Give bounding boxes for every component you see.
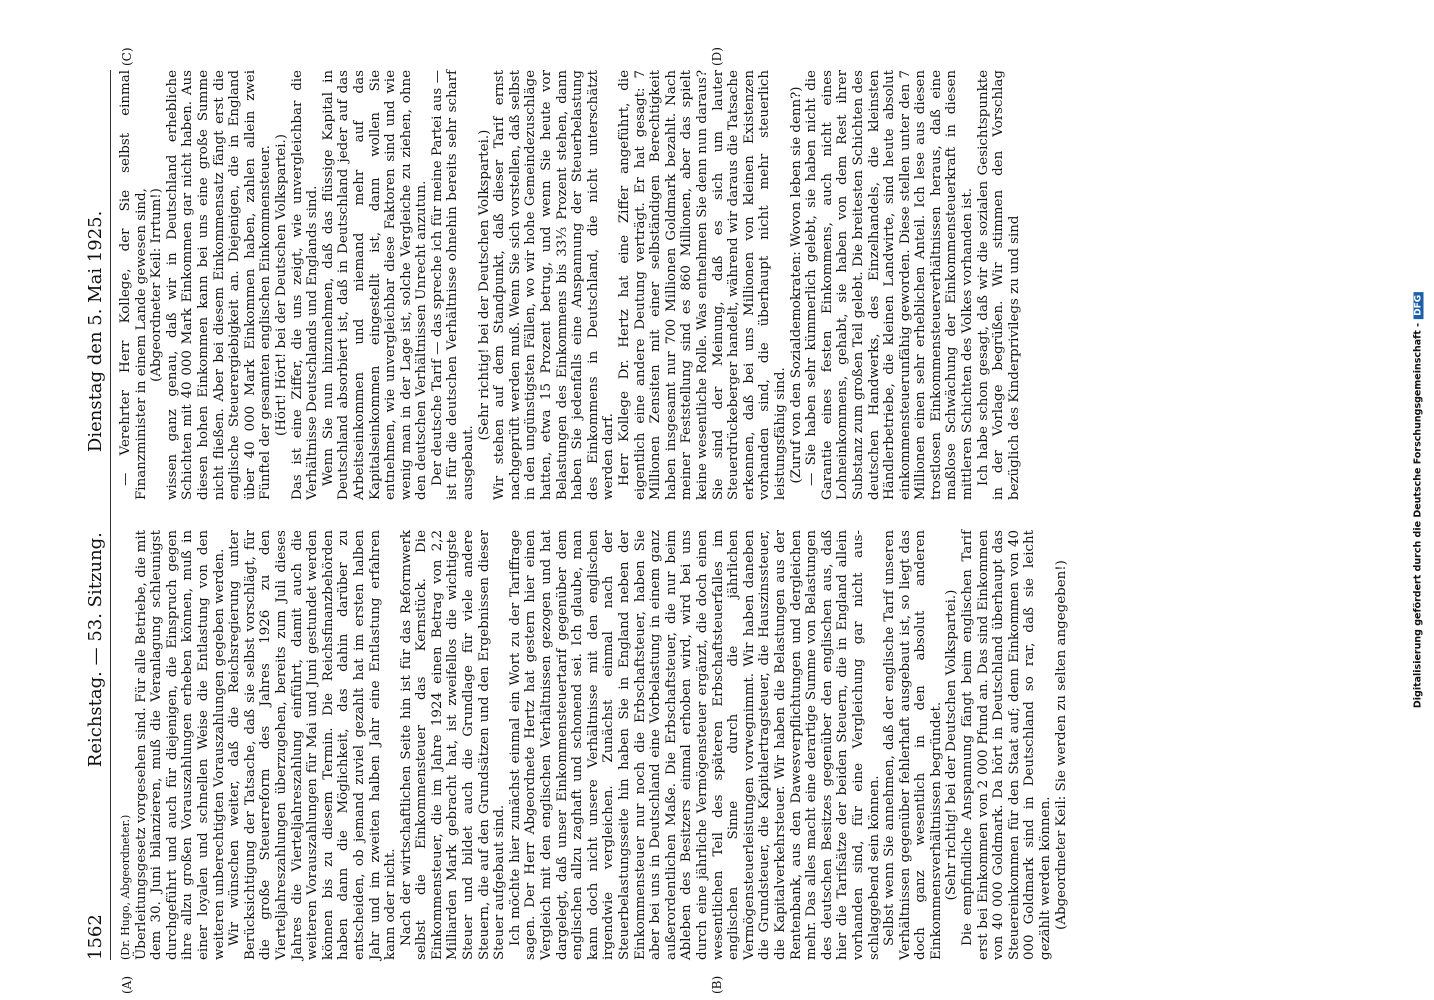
dfg-logo: DFG bbox=[1414, 292, 1424, 319]
margin-mark-a: (A) bbox=[120, 975, 134, 994]
header-rule bbox=[110, 70, 111, 960]
paragraph: Ich habe schon gesagt, daß wir die sozialen Gesichtspunkte in der Vorlage begrüßen. Wir stimmen den Vorschlag bezüglich des Kinderprivilegs zu und sind bbox=[975, 70, 1022, 500]
paragraph: wissen ganz genau, daß wir in Deutschland erhebliche Schichten mit 40 000 Mark Einkommen gar nicht haben. Aus diesen hohen Einkommen kann bei uns eine große Summe nicht fließen. Aber bei diesem Einkommensatz fängt erst die englische Steuerergiebigkeit an. Diejenigen, die in England über 40 000 Mark Einkommen haben, zahlen allein zwei Fünftel der gesamten englischen Einkommensteuer. bbox=[164, 70, 274, 500]
margin-mark-b: (B) bbox=[710, 975, 724, 994]
dfg-credit bbox=[1413, 292, 1424, 708]
paragraph: — Verehrter Herr Kollege, der Sie selbst einmal Finanzminister in einem Lande gewesen sind, bbox=[118, 70, 149, 500]
paragraph: Selbst wenn Sie annehmen, daß der englische Tarif unseren Verhältnissen gegenüber fehlerhaft ausgebaut ist, so liegt das doch ganz wesentlich in den absolut anderen Einkommensverhältnissen begründet. bbox=[882, 530, 944, 960]
paragraph: Überleitungsgesetz vorgesehen sind. Für alle Betriebe, die mit dem 30. Juni bilanzieren, muß die Veranlagung schleunigst durchgeführt und auch für diejenigen, die Einspruch gegen ihre allzu großen Vorauszahlungen erheben können, muß in einer loyalen und schnellen Weise die Entlastung von den weiteren unberechtigten Vorauszahlungen gegeben werden. bbox=[133, 530, 227, 960]
interjection: (Abgeordneter Keil: Sie werden zu selten angegeben!) bbox=[1053, 560, 1069, 930]
page-number: 1562 bbox=[85, 914, 106, 960]
paragraph: Nach der wirtschaftlichen Seite hin ist für das Reformwerk selbst die Einkommensteuer das Kernstück. Die Einkommensteuer, die im Jahre 1924 einen Betrag von 2,2 Milliarden Mark gebracht hat, ist zweifellos die wichtigste Steuer und bildet auch die Grundlage für viele andere Steuern, die auf den Grundsätzen und den Ergebnissen dieser Steuer aufgebaut sind. bbox=[398, 530, 508, 960]
interjection: (Abgeordneter Keil: Irrtum!) bbox=[149, 188, 165, 382]
paragraph: Wenn Sie nun hinzunehmen, daß das flüssige Kapital in Deutschland absorbiert ist, daß in Deutschland jeder auf das Arbeitseinkommen und niemand mehr auf das Kapitalseinkommen eingestellt ist, dann wollen Sie entnehmen, wie unvergleichbar diese Faktoren sind und wie wenig man in der Lage ist, solche Vergleiche zu ziehen, ohne den deutschen Verhältnissen Unrecht anzutun. bbox=[320, 70, 430, 500]
credit-text: Digitalisierung gefördert durch die Deutsche Forschungsgemeinschaft - bbox=[1412, 322, 1424, 709]
interjection: (Sehr richtig! bei der Deutschen Volkspartei.) bbox=[476, 129, 492, 441]
text-column-right bbox=[118, 70, 1022, 500]
paragraph: Wir stehen auf dem Standpunkt, daß dieser Tarif ernst nachgeprüft werden muß. Wenn Sie sich vorstellen, daß selbst in den ungünstigsten Fällen, wo wir hohe Gemeindezuschläge hatten, etwa 15 Prozent betrug, und wenn Sie heute vor Belastungen des Einkommens bis 33⅓ Prozent stehen, dann haben Sie jedenfalls eine Anspannung der Steuerbelastung des Einkommens in Deutschland, die nicht unterschätzt werden darf. bbox=[492, 70, 617, 500]
rotated-page-content bbox=[70, 47, 1210, 994]
header-left-title: Reichstag. — 53. Sitzung. bbox=[85, 532, 106, 768]
margin-mark-c: (C) bbox=[120, 47, 134, 66]
page-header bbox=[70, 70, 106, 960]
margin-mark-d: (D) bbox=[710, 47, 724, 66]
paragraph: Wir wünschen weiter, daß die Reichsregierung unter Berücksichtigung der Tatsache, daß sie selbst vorschlägt, für die große Steuerreform des Jahres 1926 zu den Vierteljahreszahlungen überzugehen, bereits zum Juli dieses Jahres die Vierteljahreszahlung einführt, damit auch die weiteren Vorauszahlungen für Mai und Juni gestundet werden können bis zu diesem Termin. Die Reichsfinanzbehörden haben dann die Möglichkeit, das dahin darüber zu entscheiden, ob jemand zuviel gezahlt hat im ersten halben Jahr und im zweiten halben Jahr eine Entlastung erfahren kann oder nicht. bbox=[227, 530, 399, 960]
text-column-left bbox=[118, 530, 1069, 960]
interjection: (Sehr richtig! bei der Deutschen Volkspartei.) bbox=[944, 589, 960, 901]
paragraph: — Sie haben sehr kümmerlich gelebt, sie haben nicht die Garantie eines festen Einkommens, auch nicht eines Lohneinkommens, gehabt, sie haben von dem Rest ihrer Substanz zum großen Teil gelebt. Die breitesten Schichten des deutschen Handwerks, des Einzelhandels, die kleinsten Händlerbetriebe, die kleinen Landwirte, sind heute absolut einkommensteuerunfähig geworden. Diese stellen unter den 7 Millionen einen sehr erheblichen Anteil. Ich lese aus diesen trostlosen Einkommensteuerverhältnissen heraus, daß eine maßlose Schwächung der Einkommensteuerkraft in diesen mittleren Schichten des Volkes vorhanden ist. bbox=[804, 70, 976, 500]
paragraph: Der deutsche Tarif — das spreche ich für meine Partei aus — ist für die deutschen Verhältnisse ohnehin bereits sehr scharf ausgebaut. bbox=[429, 70, 477, 500]
paragraph: Die empfindliche Anspannung fängt beim englischen Tarif erst bei Einkommen von 2 000 Pfund an. Das sind Einkommen von 40 000 Goldmark. Da hört in Deutschland überhaupt das Steuereinkommen für den Staat auf; denn Einkommen von 40 000 Goldmark sind in Deutschland so rar, daß sie leicht gezählt werden können. bbox=[960, 530, 1054, 960]
header-right-title: Dienstag den 5. Mai 1925. bbox=[85, 210, 106, 453]
interjection: (Hört! Hört! bei der Deutschen Volkspartei.) bbox=[273, 134, 289, 436]
paragraph: Herr Kollege Dr. Hertz hat eine Ziffer angeführt, die eigentlich eine andere Deutung verträgt. Er hat gesagt: 7 Millionen Zensiten mit einer selbständigen Berechtigkeit haben insgesamt nur 700 Millionen Goldmark bezahlt. Nach meiner Feststellung sind es 860 Millionen, aber das spielt keine wesentliche Rolle. Was entnehmen Sie denn nun daraus? Sie sind der Meinung, daß es sich um lauter Steuerdrückeberger handelt, während wir daraus die Tatsache erkennen, daß bei uns Millionen von kleinen Existenzen vorhanden sind, die überhaupt nicht mehr steuerlich leistungsfähig sind. bbox=[617, 70, 788, 500]
paragraph: Das ist eine Ziffer, die uns zeigt, wie unvergleichbar die Verhältnisse Deutschlands und Englands sind. bbox=[289, 70, 321, 500]
paragraph: Ich möchte hier zunächst einmal ein Wort zu der Tariffrage sagen. Der Herr Abgeordnete Hertz hat gestern hier einen Vergleich mit den englischen Verhältnissen gezogen und hat dargelegt, daß unser Einkommensteuertarif gegenüber dem englischen allzu zaghaft und schonend sei. Ich glaube, man kann doch nicht unsere Verhältnisse mit den englischen irgendwie vergleichen. Zunächst einmal nach der Steuerbelastungsseite hin haben Sie in England neben der Einkommensteuer nur noch die Erbschaftsteuer, haben Sie aber bei uns in Deutschland eine Vorbelastung in einem ganz außerordentlichen Maße. Die Erbschaftsteuer, die nur beim Ableben des Besitzers einmal erhoben wird, wird bei uns durch eine jährliche Vermögensteuer ergänzt, die doch einen wesentlichen Teil des späteren Erbschaftsteuerfalles im englischen Sinne durch die jährlichen Vermögensteuerleistungen vorwegnimmt. Wir haben daneben die Grundsteuer, die Kapitalertragsteuer, die Hauszinssteuer, die Kapitalverkehrsteuer. Wir haben die Belastungen aus der Rentenbank, aus den Dawesverpflichtungen und dergleichen mehr. Das alles macht eine derartige Summe von Belastungen des deutschen Besitzes gegenüber den englischen aus, daß hier die Tarifsätze der beiden Steuern, die in England allein vorhanden sind, für eine Vergleichung gar nicht ausschlaggebend sein können. bbox=[507, 530, 882, 960]
speaker-line: (Dr. Hugo, Abgeordneter.) bbox=[119, 814, 132, 960]
interjection: (Zuruf von den Sozialdemokraten: Wovon leben sie denn?) bbox=[788, 86, 804, 484]
